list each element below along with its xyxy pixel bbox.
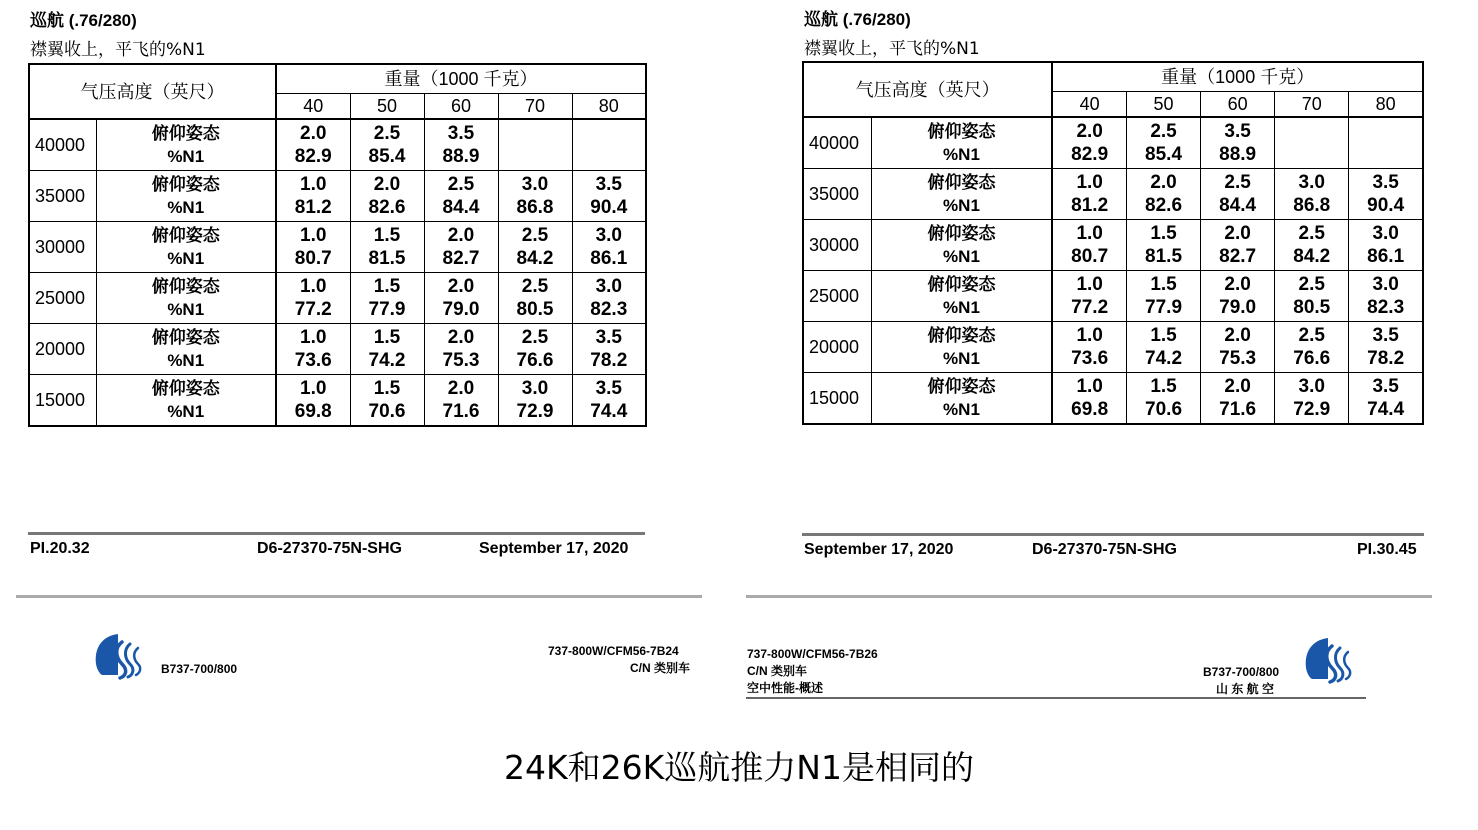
pitch-attitude-label: 俯仰姿态: [151, 175, 220, 194]
n1-label: %N1: [167, 300, 205, 319]
pitch-attitude-value: 1.5: [1150, 376, 1177, 397]
banner-cn: C/N 类别车: [747, 664, 808, 678]
value-cell: [350, 171, 424, 222]
n1-label: %N1: [943, 247, 980, 266]
value-cell: [498, 324, 572, 375]
n1-value: 82.7: [1219, 246, 1257, 267]
n1-value: 86.1: [1367, 246, 1405, 267]
pitch-attitude-label: 俯仰姿态: [927, 122, 996, 141]
footer-page-number: PI.30.45: [1357, 541, 1417, 558]
pitch-attitude-label: 俯仰姿态: [151, 328, 220, 347]
value-cell: [424, 273, 498, 324]
cruise-title: 巡航 (.76/280): [30, 11, 137, 30]
value-cell: [1126, 373, 1200, 425]
pitch-attitude-value: 2.0: [1224, 325, 1251, 346]
pitch-attitude-value: 3.5: [1224, 121, 1251, 142]
n1-value: 78.2: [590, 350, 628, 371]
pitch-attitude-value: [1275, 120, 1348, 143]
altitude-header: 气压高度（英尺）: [29, 64, 276, 119]
parameter-cell: [96, 375, 276, 427]
weight-column-header: 40: [276, 94, 350, 120]
value-cell: [1052, 271, 1126, 322]
n1-label: %N1: [167, 198, 205, 217]
value-cell: [350, 222, 424, 273]
n1-value: 76.6: [516, 350, 554, 371]
value-cell: [1201, 322, 1275, 373]
pitch-attitude-value: 2.0: [447, 327, 475, 348]
n1-value: 75.3: [442, 350, 480, 371]
pitch-attitude-value: 1.0: [1076, 376, 1103, 397]
n1-value: 74.2: [1145, 348, 1183, 369]
n1-value: 72.9: [516, 401, 554, 422]
n1-value: 76.6: [1293, 348, 1331, 369]
n1-value: 77.2: [294, 299, 332, 320]
parameter-cell: [96, 171, 276, 222]
value-cell: [350, 119, 424, 171]
n1-value: 82.9: [294, 146, 332, 167]
pitch-attitude-value: 1.5: [373, 276, 401, 297]
pitch-attitude-value: 3.5: [447, 123, 475, 144]
value-cell: [1275, 117, 1349, 169]
value-cell: [1275, 373, 1349, 425]
n1-value: 81.5: [368, 248, 406, 269]
pitch-attitude-label: 俯仰姿态: [927, 275, 996, 294]
n1-label: %N1: [943, 349, 980, 368]
footer-document-number: D6-27370-75N-SHG: [1032, 541, 1177, 558]
table-row: [29, 375, 646, 427]
pitch-attitude-value: 2.0: [1150, 172, 1177, 193]
altitude-cell: 30000: [29, 222, 96, 273]
n1-value: 82.6: [1145, 195, 1183, 216]
altitude-cell: 15000: [803, 373, 871, 425]
pitch-attitude-value: 1.0: [1076, 274, 1103, 295]
pitch-attitude-value: 1.5: [373, 378, 401, 399]
altitude-cell: 40000: [29, 119, 96, 171]
banner-engine: 737-800W/CFM56-7B26: [747, 647, 878, 661]
altitude-cell: 20000: [29, 324, 96, 375]
table-row: [803, 220, 1423, 271]
n1-value: 82.6: [368, 197, 406, 218]
cruise-n1-table: [802, 61, 1424, 425]
n1-value: 77.9: [1145, 297, 1183, 318]
n1-value: 80.5: [516, 299, 554, 320]
n1-value: 75.3: [1219, 348, 1257, 369]
pitch-attitude-value: 2.0: [1224, 376, 1251, 397]
banner-rule: [746, 595, 1432, 598]
value-cell: [498, 119, 572, 171]
pitch-attitude-label: 俯仰姿态: [927, 326, 996, 345]
pitch-attitude-value: 3.0: [1298, 376, 1325, 397]
weight-header: 重量（1000 千克）: [1052, 62, 1423, 92]
n1-value: [1349, 143, 1422, 166]
airline-logo-icon: [92, 632, 152, 680]
value-cell: [276, 375, 350, 427]
altitude-cell: 15000: [29, 375, 96, 427]
pitch-attitude-value: 2.5: [521, 327, 549, 348]
pitch-attitude-value: 2.5: [373, 123, 401, 144]
n1-value: 77.9: [368, 299, 406, 320]
pitch-attitude-value: 1.5: [373, 327, 401, 348]
n1-value: 80.7: [1071, 246, 1109, 267]
altitude-cell: 35000: [803, 169, 871, 220]
right-manual-page: [740, 0, 1478, 720]
pitch-attitude-value: [499, 122, 572, 145]
parameter-cell: [96, 324, 276, 375]
value-cell: [1126, 169, 1200, 220]
pitch-attitude-value: 2.0: [300, 123, 327, 144]
footer-rule: [802, 533, 1424, 536]
pitch-attitude-value: 2.0: [447, 225, 475, 246]
pitch-attitude-value: 2.5: [521, 225, 549, 246]
value-cell: [424, 171, 498, 222]
table-row: [803, 322, 1423, 373]
value-cell: [1052, 169, 1126, 220]
banner-cn: C/N 类别车: [630, 661, 691, 675]
altitude-header: 气压高度（英尺）: [803, 62, 1052, 117]
parameter-cell: [871, 117, 1052, 169]
n1-value: 74.4: [1367, 399, 1405, 420]
pitch-attitude-value: 2.5: [1298, 325, 1325, 346]
table-subtitle: 襟翼收上，平飞的%N1: [804, 39, 980, 59]
weight-column-header: 60: [1201, 92, 1275, 118]
n1-value: 82.3: [1367, 297, 1405, 318]
weight-column-header: 80: [1349, 92, 1423, 118]
pitch-attitude-value: 3.5: [1372, 325, 1399, 346]
pitch-attitude-label: 俯仰姿态: [927, 173, 996, 192]
weight-column-header: 70: [498, 94, 572, 120]
n1-value: 81.5: [1145, 246, 1183, 267]
n1-value: 90.4: [590, 197, 628, 218]
n1-value: 79.0: [442, 299, 480, 320]
pitch-attitude-value: 3.0: [521, 174, 549, 195]
value-cell: [572, 324, 646, 375]
weight-column-header: 50: [350, 94, 424, 120]
value-cell: [498, 375, 572, 427]
n1-label: %N1: [167, 147, 205, 166]
pitch-attitude-value: 3.0: [1372, 223, 1399, 244]
pitch-attitude-value: 2.0: [1224, 274, 1251, 295]
n1-label: %N1: [943, 400, 980, 419]
pitch-attitude-value: 3.0: [595, 276, 622, 297]
pitch-attitude-value: 2.5: [521, 276, 549, 297]
value-cell: [1349, 271, 1423, 322]
value-cell: [498, 273, 572, 324]
altitude-cell: 20000: [803, 322, 871, 373]
pitch-attitude-value: 3.5: [1372, 172, 1399, 193]
value-cell: [572, 273, 646, 324]
value-cell: [498, 222, 572, 273]
pitch-attitude-value: [1349, 120, 1422, 143]
value-cell: [1275, 169, 1349, 220]
n1-value: 80.7: [294, 248, 332, 269]
parameter-cell: [871, 373, 1052, 425]
value-cell: [276, 222, 350, 273]
value-cell: [1052, 117, 1126, 169]
value-cell: [424, 222, 498, 273]
value-cell: [1275, 322, 1349, 373]
pitch-attitude-value: 1.0: [300, 225, 327, 246]
n1-value: 86.1: [590, 248, 628, 269]
n1-value: 71.6: [442, 401, 480, 422]
parameter-cell: [96, 273, 276, 324]
value-cell: [572, 222, 646, 273]
value-cell: [1201, 220, 1275, 271]
n1-label: %N1: [167, 402, 205, 421]
value-cell: [350, 375, 424, 427]
banner-engine: 737-800W/CFM56-7B24: [548, 644, 679, 658]
value-cell: [276, 171, 350, 222]
value-cell: [1275, 220, 1349, 271]
value-cell: [1126, 322, 1200, 373]
value-cell: [276, 324, 350, 375]
n1-value: 69.8: [294, 401, 332, 422]
n1-label: %N1: [167, 351, 205, 370]
n1-value: 88.9: [1219, 144, 1257, 165]
slide-caption: 24K和26K巡航推力N1是相同的: [504, 748, 974, 787]
n1-value: 71.6: [1219, 399, 1257, 420]
pitch-attitude-value: [573, 122, 646, 145]
parameter-cell: [871, 322, 1052, 373]
n1-value: 77.2: [1071, 297, 1109, 318]
value-cell: [424, 324, 498, 375]
pitch-attitude-label: 俯仰姿态: [151, 379, 220, 398]
weight-column-header: 80: [572, 94, 646, 120]
parameter-cell: [871, 169, 1052, 220]
footer-document-number: D6-27370-75N-SHG: [257, 540, 402, 557]
n1-value: 70.6: [368, 401, 406, 422]
pitch-attitude-value: 2.5: [1224, 172, 1251, 193]
pitch-attitude-value: 1.0: [300, 174, 327, 195]
table-row: [29, 222, 646, 273]
value-cell: [1126, 271, 1200, 322]
banner-rule: [16, 595, 702, 598]
value-cell: [1349, 220, 1423, 271]
table-row: [29, 273, 646, 324]
pitch-attitude-value: 1.0: [1076, 172, 1103, 193]
value-cell: [1201, 271, 1275, 322]
pitch-attitude-label: 俯仰姿态: [151, 124, 220, 143]
n1-value: 73.6: [294, 350, 332, 371]
cruise-n1-table: [28, 63, 647, 427]
banner-airline: 山 东 航 空: [1216, 682, 1275, 696]
footer-rule: [28, 532, 645, 535]
pitch-attitude-value: 3.0: [521, 378, 549, 399]
pitch-attitude-value: 3.5: [1372, 376, 1399, 397]
pitch-attitude-value: 3.5: [595, 327, 622, 348]
pitch-attitude-label: 俯仰姿态: [927, 224, 996, 243]
table-subtitle: 襟翼收上，平飞的%N1: [30, 40, 206, 60]
value-cell: [1052, 322, 1126, 373]
banner-model: B737-700/800: [1203, 665, 1280, 679]
n1-value: 84.2: [1293, 246, 1331, 267]
pitch-attitude-value: 2.0: [1224, 223, 1251, 244]
pitch-attitude-value: 1.5: [1150, 223, 1177, 244]
pitch-attitude-value: 1.0: [300, 327, 327, 348]
table-row: [29, 171, 646, 222]
left-manual-page: [0, 0, 740, 720]
n1-value: 85.4: [368, 146, 406, 167]
pitch-attitude-value: 2.5: [1298, 223, 1325, 244]
n1-value: 82.3: [590, 299, 628, 320]
n1-value: 81.2: [294, 197, 332, 218]
weight-column-header: 40: [1052, 92, 1126, 118]
pitch-attitude-value: 2.5: [1150, 121, 1177, 142]
weight-header: 重量（1000 千克）: [276, 64, 646, 94]
n1-value: 86.8: [516, 197, 554, 218]
n1-label: %N1: [943, 145, 980, 164]
table-body: [29, 119, 646, 426]
n1-value: 88.9: [442, 146, 480, 167]
value-cell: [424, 119, 498, 171]
footer-date: September 17, 2020: [479, 540, 629, 557]
pitch-attitude-value: 1.0: [1076, 223, 1103, 244]
n1-value: 78.2: [1367, 348, 1405, 369]
table-body: [803, 117, 1423, 424]
n1-value: 82.9: [1071, 144, 1109, 165]
value-cell: [276, 119, 350, 171]
altitude-cell: 25000: [803, 271, 871, 322]
value-cell: [1052, 373, 1126, 425]
value-cell: [1126, 220, 1200, 271]
value-cell: [498, 171, 572, 222]
pitch-attitude-label: 俯仰姿态: [151, 226, 220, 245]
n1-value: 79.0: [1219, 297, 1257, 318]
value-cell: [1201, 117, 1275, 169]
pitch-attitude-value: 1.0: [1076, 325, 1103, 346]
pitch-attitude-value: 3.0: [595, 225, 622, 246]
n1-value: [573, 145, 646, 168]
weight-column-header: 50: [1126, 92, 1200, 118]
weight-column-header: 70: [1275, 92, 1349, 118]
n1-value: 72.9: [1293, 399, 1331, 420]
pitch-attitude-value: 2.0: [1076, 121, 1103, 142]
value-cell: [1349, 169, 1423, 220]
banner-section: 空中性能-概述: [747, 681, 823, 695]
table-row: [803, 271, 1423, 322]
pitch-attitude-value: 1.0: [300, 276, 327, 297]
altitude-cell: 30000: [803, 220, 871, 271]
n1-value: 84.2: [516, 248, 554, 269]
pitch-attitude-value: 3.0: [1298, 172, 1325, 193]
pitch-attitude-value: 3.5: [595, 174, 622, 195]
pitch-attitude-value: 3.5: [595, 378, 622, 399]
table-row: [803, 169, 1423, 220]
pitch-attitude-value: 2.5: [447, 174, 475, 195]
n1-value: 84.4: [1219, 195, 1257, 216]
n1-value: 73.6: [1071, 348, 1109, 369]
pitch-attitude-label: 俯仰姿态: [927, 377, 996, 396]
n1-label: %N1: [943, 196, 980, 215]
parameter-cell: [871, 271, 1052, 322]
table-row: [803, 373, 1423, 425]
pitch-attitude-value: 2.0: [373, 174, 401, 195]
parameter-cell: [96, 222, 276, 273]
weight-column-header: 60: [424, 94, 498, 120]
cruise-title: 巡航 (.76/280): [804, 10, 911, 29]
value-cell: [1349, 373, 1423, 425]
pitch-attitude-value: 2.0: [447, 276, 475, 297]
value-cell: [1275, 271, 1349, 322]
airline-logo-icon: [1302, 636, 1362, 684]
table-row: [29, 119, 646, 171]
n1-value: 85.4: [1145, 144, 1183, 165]
n1-value: 74.2: [368, 350, 406, 371]
n1-label: %N1: [167, 249, 205, 268]
value-cell: [1201, 169, 1275, 220]
n1-value: [1275, 143, 1348, 166]
n1-value: 86.8: [1293, 195, 1331, 216]
n1-value: 81.2: [1071, 195, 1109, 216]
value-cell: [1201, 373, 1275, 425]
pitch-attitude-value: 1.0: [300, 378, 327, 399]
n1-value: 80.5: [1293, 297, 1331, 318]
parameter-cell: [96, 119, 276, 171]
n1-label: %N1: [943, 298, 980, 317]
table-row: [29, 324, 646, 375]
pitch-attitude-value: 3.0: [1372, 274, 1399, 295]
n1-value: 69.8: [1071, 399, 1109, 420]
n1-value: 74.4: [590, 401, 628, 422]
value-cell: [572, 375, 646, 427]
value-cell: [276, 273, 350, 324]
table-row: [803, 117, 1423, 169]
n1-value: 82.7: [442, 248, 480, 269]
value-cell: [1126, 117, 1200, 169]
value-cell: [1349, 117, 1423, 169]
n1-value: 70.6: [1145, 399, 1183, 420]
altitude-cell: 40000: [803, 117, 871, 169]
altitude-cell: 25000: [29, 273, 96, 324]
pitch-attitude-value: 1.5: [1150, 325, 1177, 346]
value-cell: [572, 119, 646, 171]
pitch-attitude-value: 2.5: [1298, 274, 1325, 295]
altitude-cell: 35000: [29, 171, 96, 222]
pitch-attitude-value: 1.5: [373, 225, 401, 246]
pitch-attitude-label: 俯仰姿态: [151, 277, 220, 296]
value-cell: [572, 171, 646, 222]
pitch-attitude-value: 2.0: [447, 378, 475, 399]
banner-model: B737-700/800: [161, 662, 238, 676]
pitch-attitude-value: 1.5: [1150, 274, 1177, 295]
value-cell: [350, 273, 424, 324]
n1-value: [499, 145, 572, 168]
footer-date: September 17, 2020: [804, 541, 954, 558]
value-cell: [350, 324, 424, 375]
value-cell: [1349, 322, 1423, 373]
parameter-cell: [871, 220, 1052, 271]
n1-value: 90.4: [1367, 195, 1405, 216]
n1-value: 84.4: [442, 197, 480, 218]
footer-page-number: PI.20.32: [30, 540, 90, 557]
value-cell: [424, 375, 498, 427]
value-cell: [1052, 220, 1126, 271]
